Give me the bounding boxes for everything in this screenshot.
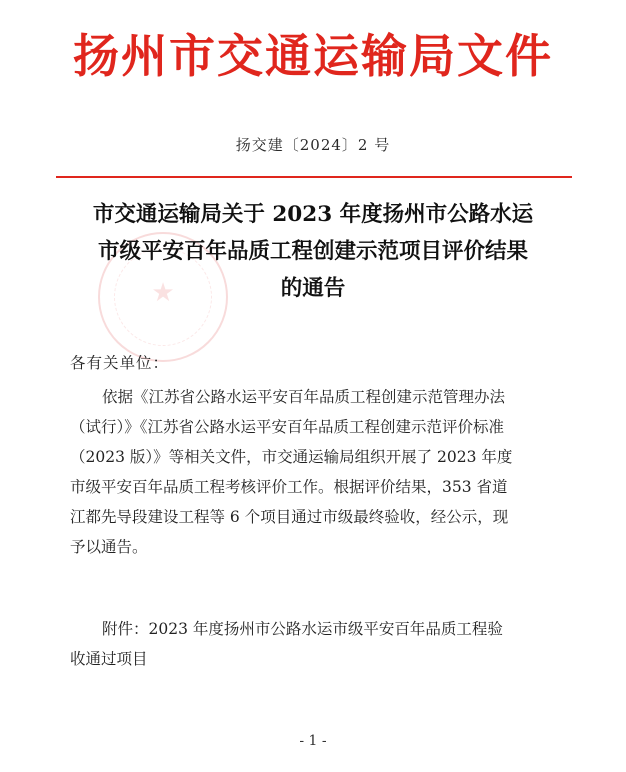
document-header-title: 扬州市交通运输局文件 — [73, 29, 553, 83]
body-line: （试行）》《江苏省公路水运平安百年品质工程创建示范评价标准 — [70, 418, 505, 436]
salutation: 各有关单位： — [70, 354, 170, 372]
body-line: 予以通告。 — [70, 538, 148, 556]
body-line: 市级平安百年品质工程考核评价工作。根据评价结果，353 省道 — [70, 478, 508, 496]
red-divider-line — [56, 176, 572, 178]
attachment-note — [70, 614, 570, 674]
notice-title-line: 市级平安百年品质工程创建示范项目评价结果 — [97, 239, 528, 264]
notice-title-line: 的通告 — [280, 276, 346, 301]
page-number: - 1 - — [299, 733, 327, 749]
notice-title-line: 市交通运输局关于 2023 年度扬州市公路水运 — [92, 202, 534, 227]
body-line: （2023 版）》等相关文件，市交通运输局组织开展了 2023 年度 — [70, 448, 513, 466]
document-number: 扬交建〔2024〕2 号 — [235, 136, 391, 154]
body-line: 依据《江苏省公路水运平安百年品质工程创建示范管理办法 — [102, 388, 506, 406]
notice-title — [50, 196, 576, 307]
body-line: 江都先导段建设工程等 6 个项目通过市级最终验收，经公示，现 — [70, 508, 509, 526]
attachment-line: 附件：2023 年度扬州市公路水运市级平安百年品质工程验 — [102, 620, 503, 638]
body-paragraph — [70, 382, 560, 562]
attachment-line: 收通过项目 — [70, 650, 148, 668]
seal-star-icon: ★ — [151, 278, 175, 308]
